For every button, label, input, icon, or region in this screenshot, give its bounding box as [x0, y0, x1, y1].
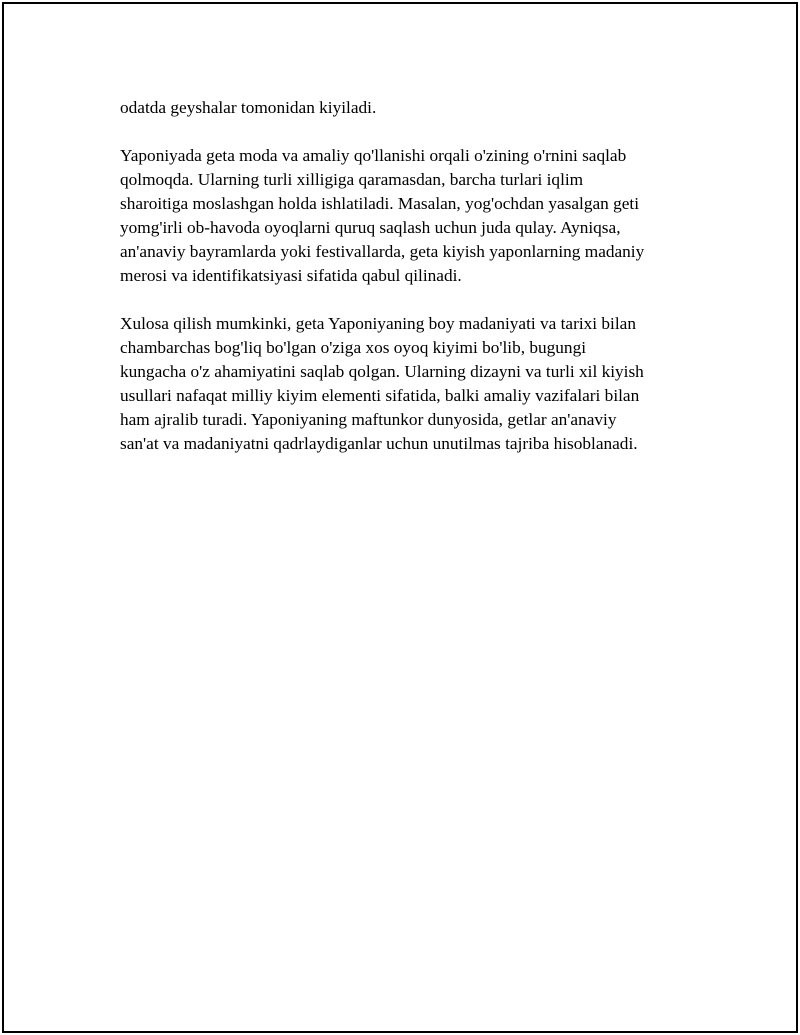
text-line: usullari nafaqat milliy kiyim elementi sifatida, balki amaliy vazifalari bilan — [120, 386, 640, 405]
text-line: an'anaviy bayramlarda yoki festivallarda, geta kiyish yaponlarning madaniy — [120, 242, 645, 261]
paragraph-1 — [120, 96, 710, 120]
text-line: kungacha o'z ahamiyatini saqlab qolgan. Ularning dizayni va turli xil kiyish — [120, 362, 644, 381]
text-line: chambarchas bog'liq bo'lgan o'ziga xos oyoq kiyimi bo'lib, bugungi — [120, 338, 587, 357]
text-line: ham ajralib turadi. Yaponiyaning maftunkor dunyosida, getlar an'anaviy — [120, 410, 617, 429]
text-line: Xulosa qilish mumkinki, geta Yaponiyaning boy madaniyati va tarixi bilan — [120, 314, 636, 333]
text-line: yomg'irli ob-havoda oyoqlarni quruq saqlash uchun juda qulay. Ayniqsa, — [120, 218, 621, 237]
text-line: sharoitiga moslashgan holda ishlatiladi. Masalan, yog'ochdan yasalgan geti — [120, 194, 640, 213]
paragraph-2 — [120, 144, 710, 288]
text-line: odatda geyshalar tomonidan kiyiladi. — [120, 98, 377, 117]
text-line: qolmoqda. Ularning turli xilligiga qaramasdan, barcha turlari iqlim — [120, 170, 584, 189]
document-page — [2, 2, 798, 1033]
paragraph-3 — [120, 312, 710, 456]
text-line: Yaponiyada geta moda va amaliy qo'llanishi orqali o'zining o'rnini saqlab — [120, 146, 627, 165]
text-line: san'at va madaniyatni qadrlaydiganlar uchun unutilmas tajriba hisoblanadi. — [120, 434, 638, 453]
page-content — [120, 96, 710, 480]
text-line: merosi va identifikatsiyasi sifatida qabul qilinadi. — [120, 266, 462, 285]
